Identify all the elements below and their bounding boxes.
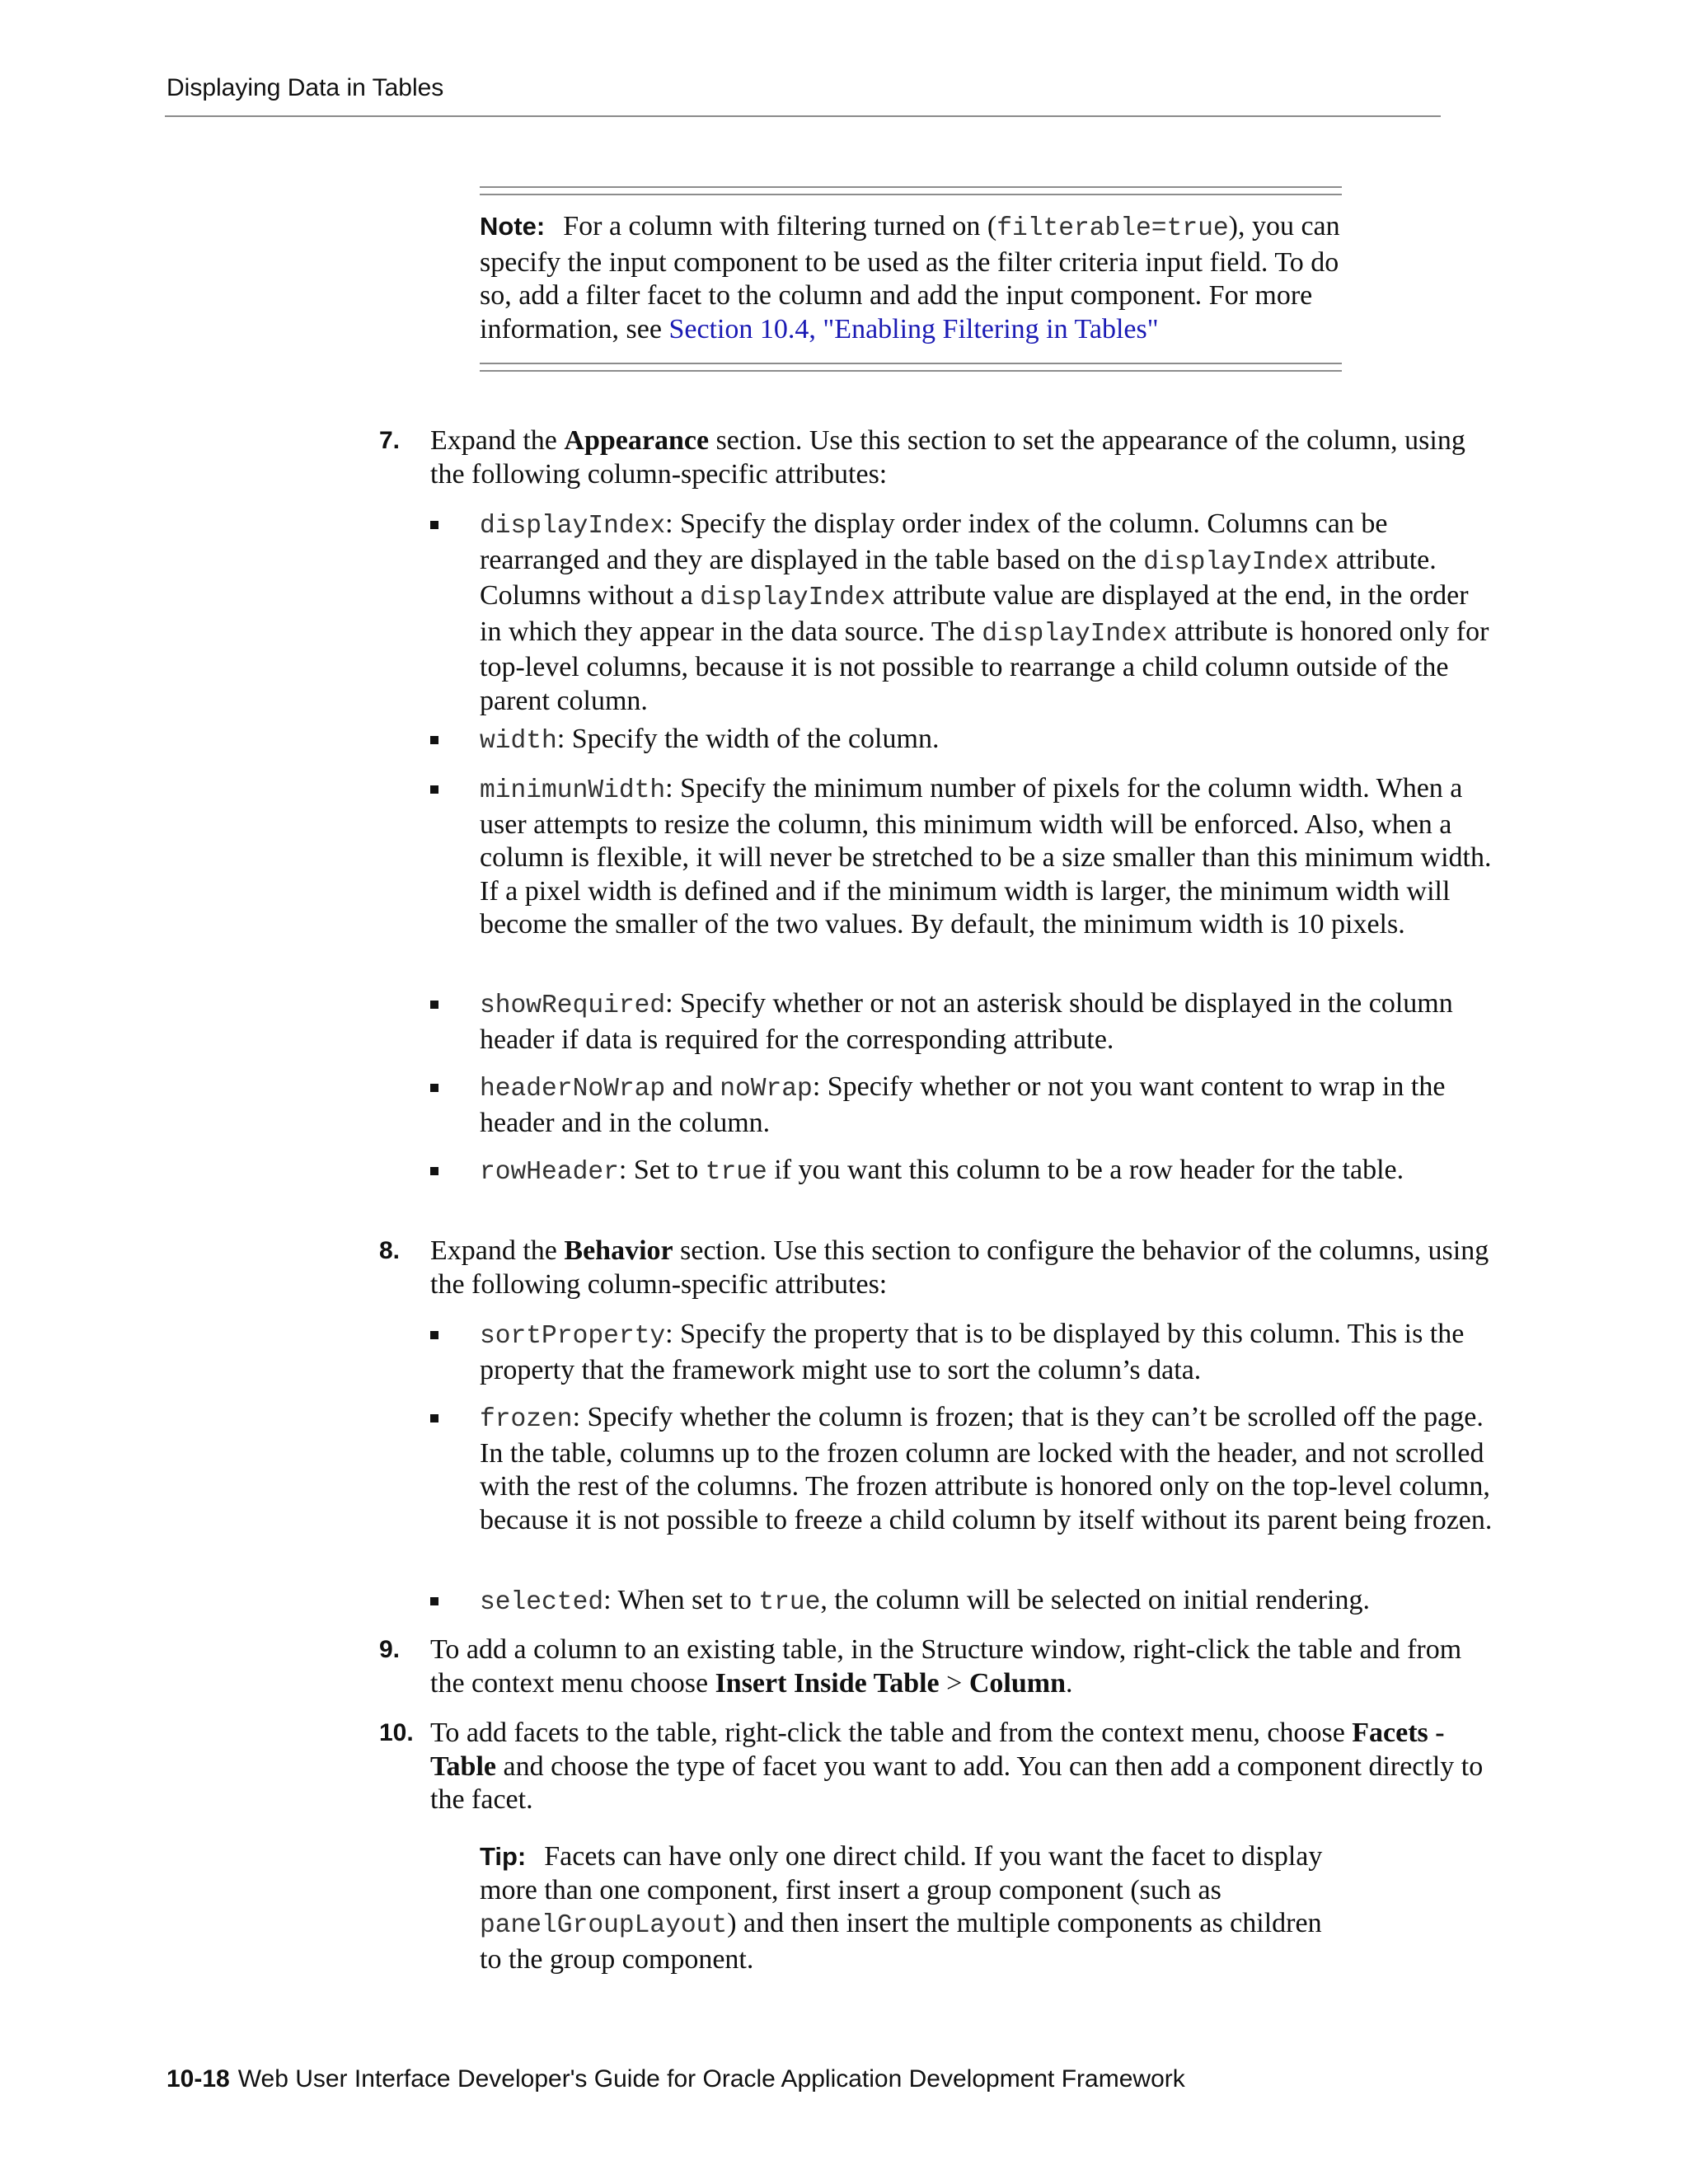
bullet-text: displayIndex: Specify the display order index of the column. Columns can be rearranged and they are displayed in the table based on the displayIndex attribute. Columns without a displayIndex attribute value are displayed at the end, in the order in which they appear in the data source. The displayIndex attribute is honored only for top-level columns, because it is not possible to rearrange a child column outside of the parent column. xyxy=(480,509,1489,716)
bullet-text: selected: When set to true, the column will be selected on initial rendering. xyxy=(480,1585,1370,1617)
code-panelgrouplayout: panelGroupLayout xyxy=(480,1911,728,1940)
bullet-text: frozen: Specify whether the column is frozen; that is they can’t be scrolled off the page. In the table, columns up to the frozen column are locked with the header, and not scrolled with the rest of the columns. The frozen attribute is honored only on the top-level column, because it is not possible to freeze a child column by itself without its parent being frozen. xyxy=(480,1402,1493,1535)
step-number: 10. xyxy=(379,1719,414,1746)
tip-box: Tip: Facets can have only one direct child. If you want the facet to display more than one component, first insert a group component (such as panelGroupLayout) and then insert the multiple components as children to the group component. xyxy=(480,1841,1323,1975)
header-rule xyxy=(165,115,1441,117)
step-text: Expand the Appearance section. Use this section to set the appearance of the column, using the following column-specific attributes: xyxy=(430,425,1465,490)
running-header: Displaying Data in Tables xyxy=(166,74,444,101)
code-filterable: filterable=true xyxy=(996,214,1229,243)
step-text: To add facets to the table, right-click the table and from the context menu, choose Facets - Table and choose the type of facet you want to add. You can then add a component directly to the facet. xyxy=(430,1718,1484,1815)
step-number: 8. xyxy=(379,1237,401,1264)
bullet-text: showRequired: Specify whether or not an asterisk should be displayed in the column header if data is required for the corresponding attribute. xyxy=(480,988,1453,1055)
step-text: Expand the Behavior section. Use this section to configure the behavior of the columns, using the following column-specific attributes: xyxy=(430,1235,1489,1300)
bullet-marker xyxy=(430,1167,438,1175)
tip-label: Tip: xyxy=(480,1842,527,1871)
step-number: 7. xyxy=(379,427,401,454)
page-number: 10-18 xyxy=(166,2065,230,2093)
bullet-marker xyxy=(430,1001,438,1009)
bullet-marker xyxy=(430,1414,438,1422)
note-text: Note: For a column with filtering turned on (filterable=true), you can specify the input component to be used as the filter criteria input field. To do so, add a filter facet to the column and add the input component. For more information, see Section 10.4, "Enabling Filtering in Tables" xyxy=(480,211,1340,344)
step-text: To add a column to an existing table, in the Structure window, right-click the table and from the context menu choose Insert Inside Table > Column. xyxy=(430,1634,1462,1699)
note-label: Note: xyxy=(480,212,546,241)
bullet-marker xyxy=(430,521,438,529)
bullet-marker xyxy=(430,785,438,794)
bullet-marker xyxy=(430,1597,438,1605)
note-box xyxy=(480,186,1342,372)
book-title: Web User Interface Developer's Guide for Oracle Application Development Framework xyxy=(237,2065,1185,2093)
page-footer xyxy=(166,2065,1185,2093)
bullet-text: sortProperty: Specify the property that is to be displayed by this column. This is the property that the framework might use to sort the column’s data. xyxy=(480,1319,1465,1385)
step-number: 9. xyxy=(379,1636,401,1663)
note-bottom-rule xyxy=(480,363,1342,372)
bullet-text: headerNoWrap and noWrap: Specify whether or not you want content to wrap in the header and in the column. xyxy=(480,1071,1446,1138)
bullet-text: minimunWidth: Specify the minimum number of pixels for the column width. When a user attempts to resize the column, this minimum width will be enforced. Also, when a column is flexible, it will never be stretched to be a size smaller than this minimum width. If a pixel width is defined and if the minimum width is larger, the minimum width will become the smaller of the two values. By default, the minimum width is 10 pixels. xyxy=(480,773,1492,940)
bullet-marker xyxy=(430,1084,438,1092)
bullet-text: rowHeader: Set to true if you want this column to be a row header for the table. xyxy=(480,1155,1404,1187)
section-link[interactable]: Section 10.4, "Enabling Filtering in Tables" xyxy=(668,313,1159,344)
note-top-rule xyxy=(480,186,1342,195)
bullet-text: width: Specify the width of the column. xyxy=(480,724,940,756)
bullet-marker xyxy=(430,1331,438,1339)
bullet-marker xyxy=(430,736,438,744)
